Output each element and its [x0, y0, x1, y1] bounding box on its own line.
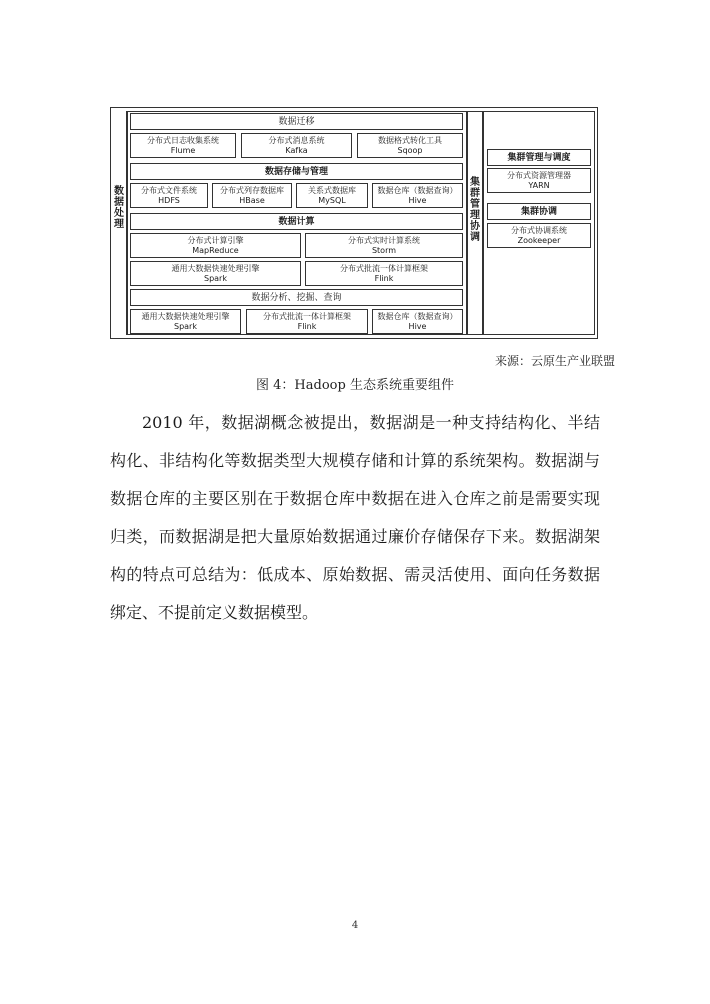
cluster-management: 集群管理与调度 — [487, 149, 591, 166]
item-tool: Hive — [408, 195, 427, 205]
item-tool: Zookeeper — [517, 235, 561, 245]
section-storage: 数据存储与管理 — [130, 163, 463, 180]
item-name: 通用大数据快速处理引擎 — [171, 263, 260, 273]
item-tool: Sqoop — [397, 145, 423, 155]
section-migration: 数据迁移 — [130, 113, 463, 130]
analysis-item — [246, 309, 368, 334]
item-name: 分布式计算引擎 — [187, 235, 244, 245]
hadoop-ecosystem-diagram — [110, 107, 598, 339]
label-char: 理 — [114, 219, 124, 230]
label-char: 调 — [470, 232, 480, 243]
item-name: 数据仓库（数据查询） — [377, 185, 458, 195]
analysis-item — [130, 309, 241, 334]
section-analysis: 数据分析、挖掘、查询 — [130, 289, 463, 306]
item-name: 分布式文件系统 — [141, 185, 197, 195]
label-char: 数 — [114, 186, 124, 197]
item-tool: Storm — [371, 245, 397, 255]
storage-item — [212, 183, 292, 208]
migration-item — [357, 133, 463, 158]
label-char: 协 — [470, 221, 480, 232]
compute-item — [130, 261, 301, 286]
item-name: 分布式协调系统 — [511, 225, 567, 235]
label-char: 理 — [470, 210, 480, 221]
item-name: 数据仓库（数据查询） — [377, 311, 458, 321]
item-name: 分布式日志收集系统 — [147, 135, 219, 145]
compute-item — [130, 233, 301, 258]
zookeeper-box — [487, 223, 591, 248]
data-processing-label — [113, 178, 125, 238]
item-tool: Flume — [170, 145, 196, 155]
item-name: 分布式批流一体计算框架 — [263, 311, 351, 321]
item-tool: Spark — [204, 273, 227, 283]
analysis-item — [372, 309, 463, 334]
body-paragraph: 2010 年，数据湖概念被提出，数据湖是一种支持结构化、半结构化、非结构化等数据类型大规模存储和计算的系统架构。数据湖与数据仓库的主要区别在于数据仓库中数据在进入仓库之前是需要实现归类，而数据湖是把大量原始数据通过廉价存储保存下来。数据湖架构的特点可总结为：低成本、原始数据、需灵活使用、面向任务数据绑定、不提前定义数据模型。 — [110, 413, 600, 622]
cluster-coordination: 集群协调 — [487, 203, 591, 220]
item-tool: Flink — [374, 273, 394, 283]
item-name: 通用大数据快速处理引擎 — [141, 311, 230, 321]
item-name: 关系式数据库 — [308, 185, 356, 195]
item-tool: Hive — [408, 321, 427, 331]
label-char: 群 — [470, 188, 480, 199]
migration-item — [241, 133, 352, 158]
compute-item — [305, 233, 463, 258]
label-char: 集 — [470, 177, 480, 188]
migration-item — [130, 133, 236, 158]
item-tool: MySQL — [318, 195, 346, 205]
item-tool: YARN — [528, 180, 550, 190]
section-compute: 数据计算 — [130, 213, 463, 230]
item-name: 数据格式转化工具 — [378, 135, 442, 145]
compute-item — [305, 261, 463, 286]
item-tool: Spark — [174, 321, 197, 331]
page-number: 4 — [351, 920, 359, 931]
item-name: 分布式批流一体计算框架 — [340, 263, 428, 273]
item-tool: Flink — [297, 321, 317, 331]
figure-caption: 图 4：Hadoop 生态系统重要组件 — [256, 378, 454, 393]
label-char: 据 — [114, 197, 124, 208]
item-tool: HBase — [239, 195, 265, 205]
item-tool: Kafka — [285, 145, 308, 155]
storage-item — [296, 183, 368, 208]
item-name: 分布式列存数据库 — [220, 185, 284, 195]
cluster-coord-label — [468, 170, 482, 250]
item-name: 分布式实时计算系统 — [348, 235, 420, 245]
label-char: 管 — [470, 199, 480, 210]
label-char: 处 — [114, 208, 124, 219]
yarn-box — [487, 168, 591, 193]
figure-source: 来源：云原生产业联盟 — [494, 354, 615, 368]
item-name: 分布式资源管理器 — [507, 170, 571, 180]
item-name: 分布式消息系统 — [268, 135, 325, 145]
item-tool: HDFS — [158, 195, 180, 205]
item-tool: MapReduce — [192, 245, 239, 255]
storage-item — [130, 183, 208, 208]
storage-item — [372, 183, 463, 208]
